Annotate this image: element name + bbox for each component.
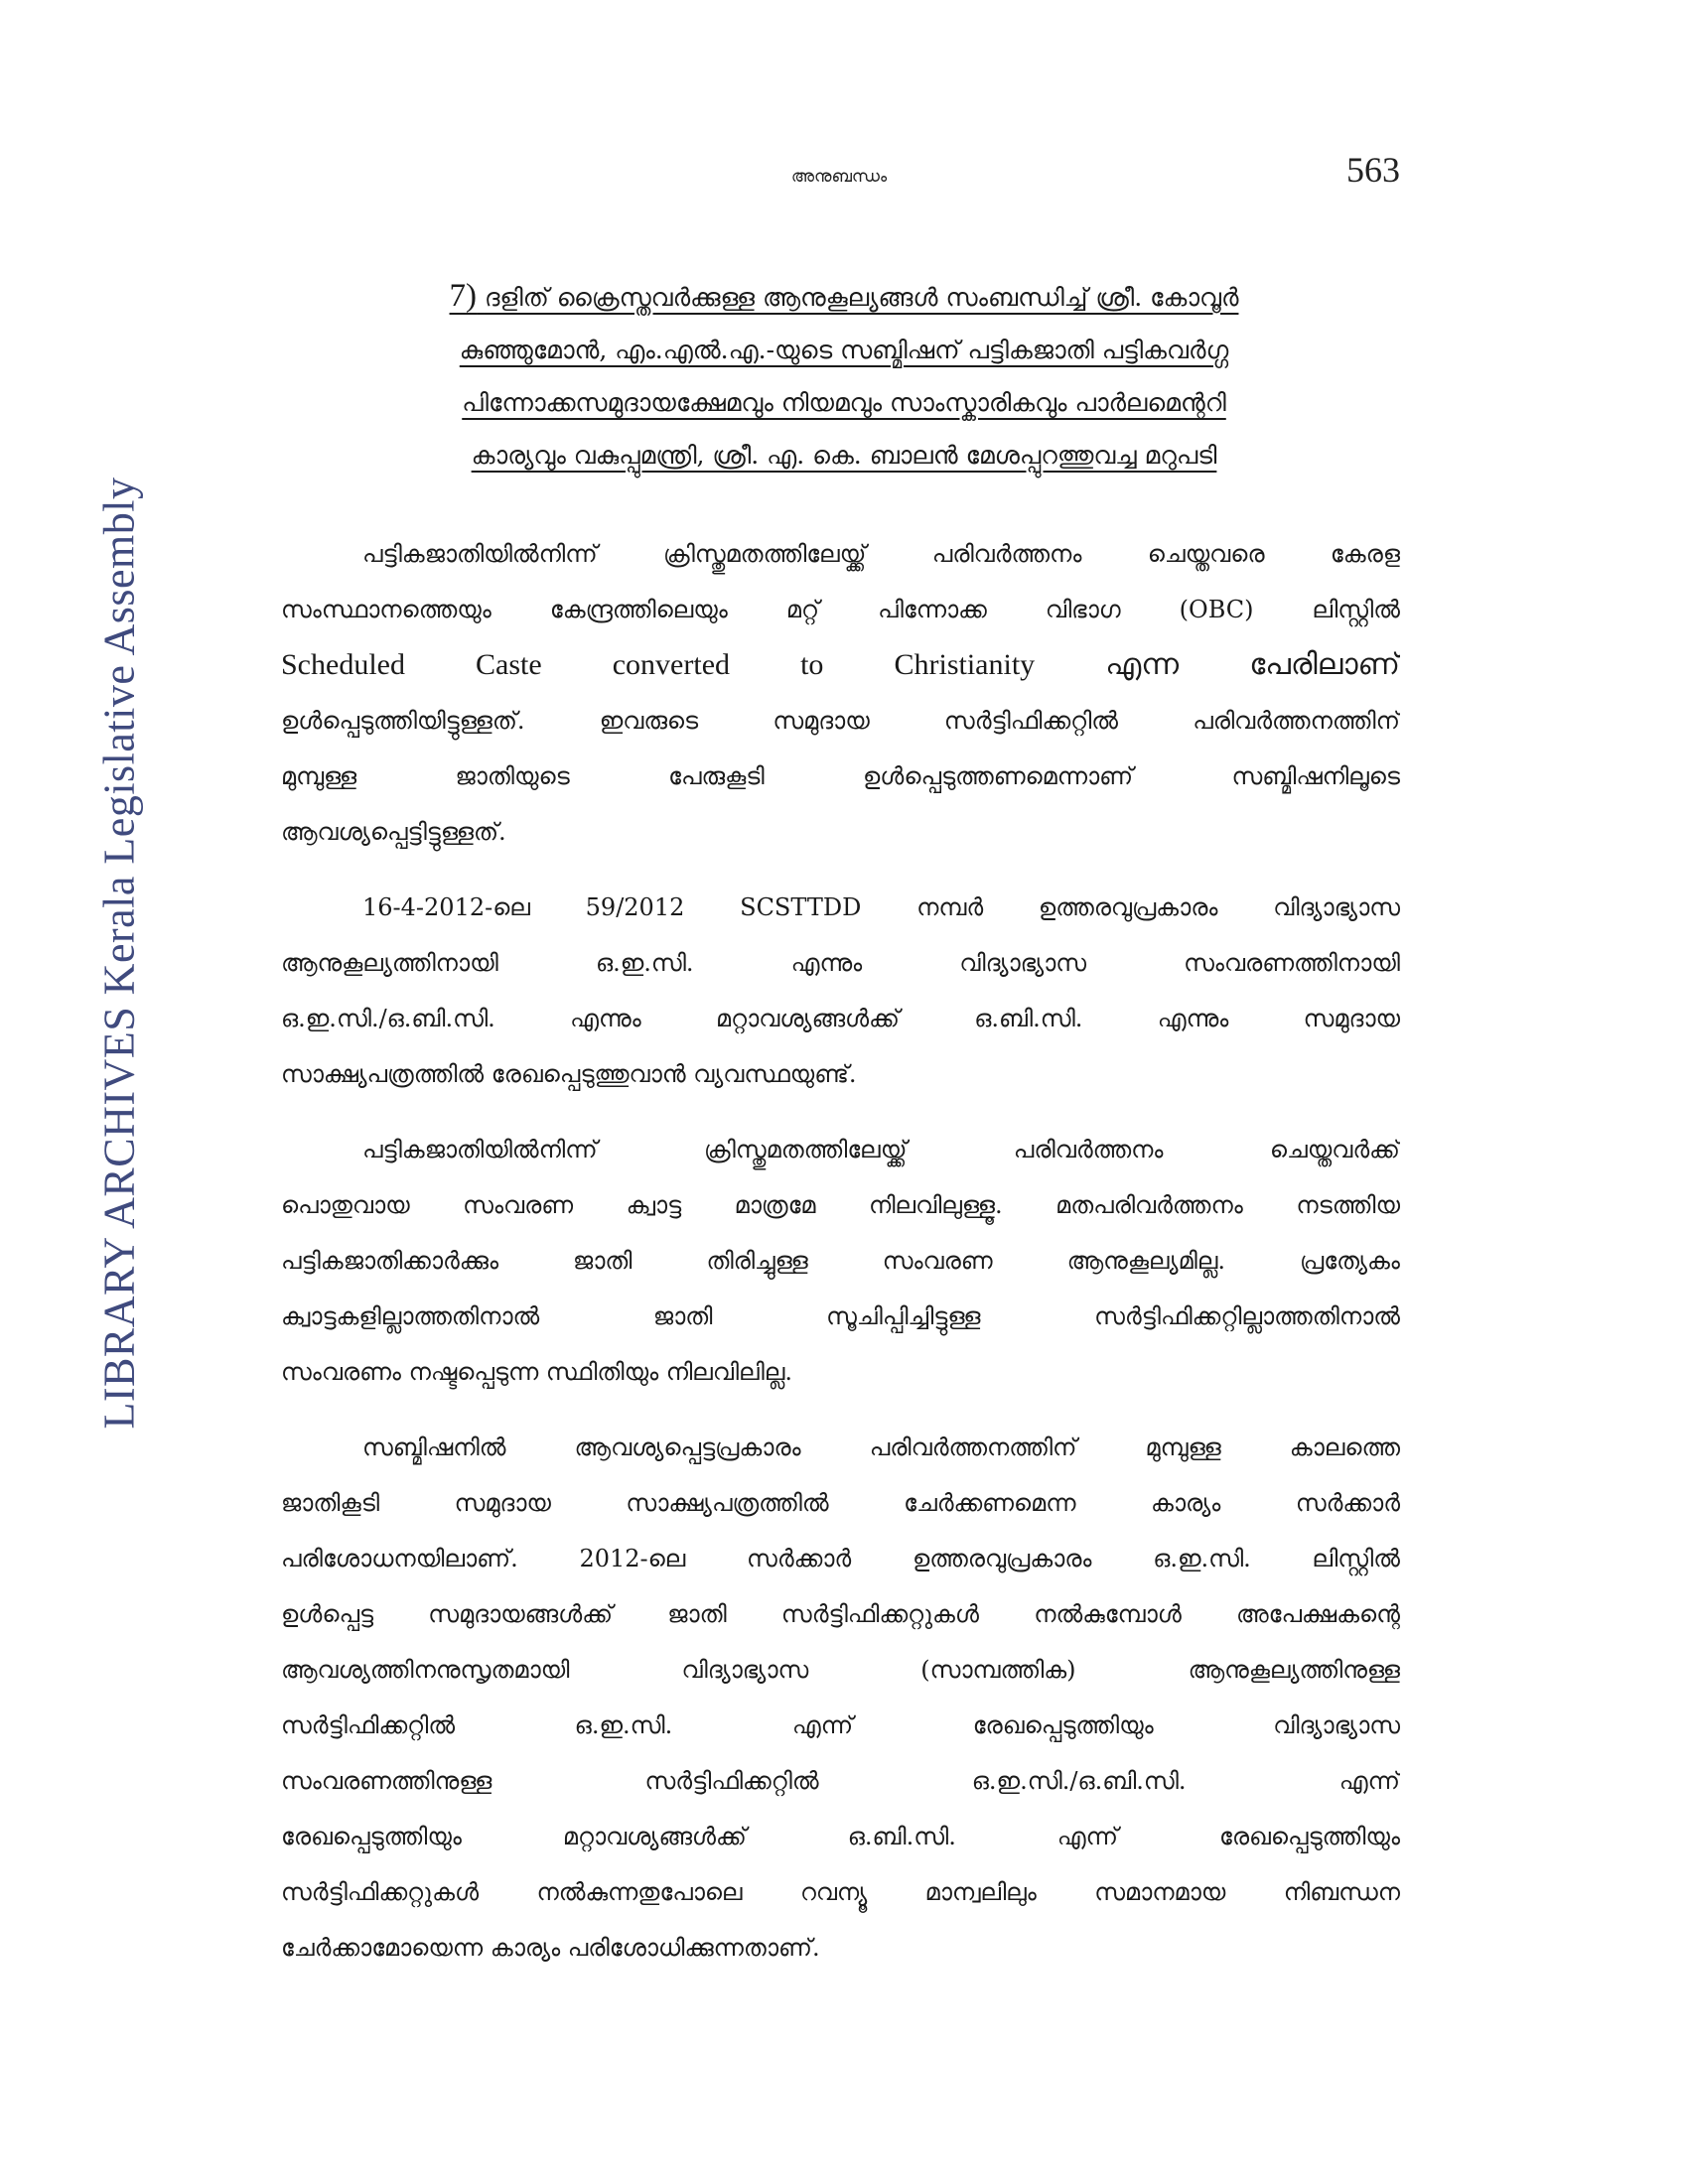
title-number: 7) [449,278,478,314]
text-line: ഉൾപ്പെട്ട സമുദായങ്ങൾക്ക് ജാതി സർട്ടിഫിക്കറ്റുകൾ നൽകുമ്പോൾ അപേക്ഷകന്റെ [281,1600,1400,1628]
text-line: പട്ടികജാതിക്കാർക്കും ജാതി തിരിച്ചുള്ള സംവരണ ആനുകൂല്യമില്ല. പ്രത്യേകം [281,1247,1400,1275]
text-line: ആവശ്യത്തിനനുസൃതമായി വിദ്യാഭ്യാസ (സാമ്പത്തിക) ആനുകൂല്യത്തിനുള്ള [281,1656,1400,1684]
title-line: പിന്നോക്കസമുദായക്ഷേമവും നിയമവും സാംസ്കാരികവും പാർലമെന്ററി [462,388,1226,417]
paragraph [281,880,1400,1102]
text-line: സർട്ടിഫിക്കറ്റിൽ ഒ.ഇ.സി. എന്ന് രേഖപ്പെടുത്തിയും വിദ്യാഭ്യാസ [281,1711,1400,1739]
archive-watermark: LIBRARY ARCHIVES Kerala Legislative Assembly [94,477,144,1430]
text-line: ക്വാട്ടകളില്ലാത്തതിനാൽ ജാതി സൂചിപ്പിച്ചിട്ടുള്ള സർട്ടിഫിക്കറ്റില്ലാത്തതിനാൽ [281,1302,1400,1330]
text-line: സർട്ടിഫിക്കറ്റുകൾ നൽകുന്നതുപോലെ റവന്യൂ മാന്വലിലും സമാനമായ നിബന്ധന [281,1878,1400,1906]
section-title [338,270,1350,481]
text-line: ജാതികൂടി സമുദായ സാക്ഷ്യപത്രത്തിൽ ചേർക്കണമെന്ന കാര്യം സർക്കാർ [281,1489,1400,1517]
paragraph [281,1420,1400,1976]
text-line: രേഖപ്പെടുത്തിയും മറ്റാവശ്യങ്ങൾക്ക് ഒ.ബി.സി. എന്ന് രേഖപ്പെടുത്തിയും [281,1823,1400,1850]
text-line: സാക്ഷ്യപത്രത്തിൽ രേഖപ്പെടുത്തുവാൻ വ്യവസ്ഥയുണ്ട്. [281,1060,857,1088]
text-line: ആനുകൂല്യത്തിനായി ഒ.ഇ.സി. എന്നും വിദ്യാഭ്യാസ സംവരണത്തിനായി [281,949,1400,977]
title-line [338,270,1350,324]
paragraph [281,1122,1400,1400]
text-line: പട്ടികജാതിയിൽനിന്ന് ക്രിസ്തുമതത്തിലേയ്ക്ക് പരിവർത്തനം ചെയ്തവരെ കേരള [362,540,1400,568]
text-line: 16-4-2012-ലെ 59/2012 SCSTTDD നമ്പർ ഉത്തരവുപ്രകാരം വിദ്യാഭ്യാസ [362,893,1400,921]
text-line: സംവരണം നഷ്ടപ്പെടുന്ന സ്ഥിതിയും നിലവിലില്ല. [281,1358,792,1386]
text-line: ഒ.ഇ.സി./ഒ.ബി.സി. എന്നും മറ്റാവശ്യങ്ങൾക്ക് ഒ.ബി.സി. എന്നും സമുദായ [281,1005,1400,1032]
page-header [278,149,1400,208]
text-line: സംവരണത്തിനുള്ള സർട്ടിഫിക്കറ്റിൽ ഒ.ഇ.സി./ഒ.ബി.സി. എന്ന് [281,1767,1400,1795]
text-line: സംസ്ഥാനത്തെയും കേന്ദ്രത്തിലെയും മറ്റ് പിന്നോക്ക വിഭാഗ (OBC) ലിസ്റ്റിൽ [281,596,1400,623]
text-line: പൊതുവായ സംവരണ ക്വാട്ട മാത്രമേ നിലവിലുള്ളൂ. മതപരിവർത്തനം നടത്തിയ [281,1191,1400,1219]
title-line: കാര്യവും വകുപ്പുമന്ത്രി, ശ്രീ. എ. കെ. ബാലൻ മേശപ്പുറത്തുവച്ച മറുപടി [471,441,1217,470]
text-line: ഉൾപ്പെടുത്തിയിട്ടുള്ളത്. ഇവരുടെ സമുദായ സർട്ടിഫിക്കറ്റിൽ പരിവർത്തനത്തിന് [281,707,1400,735]
text-line: മുമ്പുള്ള ജാതിയുടെ പേരുകൂടി ഉൾപ്പെടുത്തണമെന്നാണ് സബ്മിഷനിലൂടെ [281,762,1400,790]
paragraph [281,526,1400,860]
text-line: Scheduled Caste converted to Christianity എന്ന പേരിലാണ് [281,648,1400,681]
text-line: പരിശോധനയിലാണ്. 2012-ലെ സർക്കാർ ഉത്തരവുപ്രകാരം ഒ.ഇ.സി. ലിസ്റ്റിൽ [281,1545,1400,1572]
document-body [281,526,1400,1995]
page-number: 563 [1346,150,1400,190]
text-line: ചേർക്കാമോയെന്ന കാര്യം പരിശോധിക്കുന്നതാണ്. [281,1934,820,1962]
title-line: കുഞ്ഞുമോൻ, എം.എൽ.എ.-യുടെ സബ്മിഷന് പട്ടികജാതി പട്ടികവർഗ്ഗ [459,336,1229,364]
text-line: സബ്മിഷനിൽ ആവശ്യപ്പെട്ടപ്രകാരം പരിവർത്തനത്തിന് മുമ്പുള്ള കാലത്തെ [362,1433,1400,1461]
running-head: അനുബന്ധം [790,167,888,187]
text-line: ആവശ്യപ്പെട്ടിട്ടുള്ളത്. [281,818,506,846]
title-line-text: ദളിത് ക്രൈസ്തവർക്കുള്ള ആനുകൂല്യങ്ങൾ സംബന്ധിച്ച് ശ്രീ. കോവൂർ [484,283,1239,312]
text-line: പട്ടികജാതിയിൽനിന്ന് ക്രിസ്തുമതത്തിലേയ്ക്ക് പരിവർത്തനം ചെയ്തവർക്ക് [362,1136,1400,1163]
